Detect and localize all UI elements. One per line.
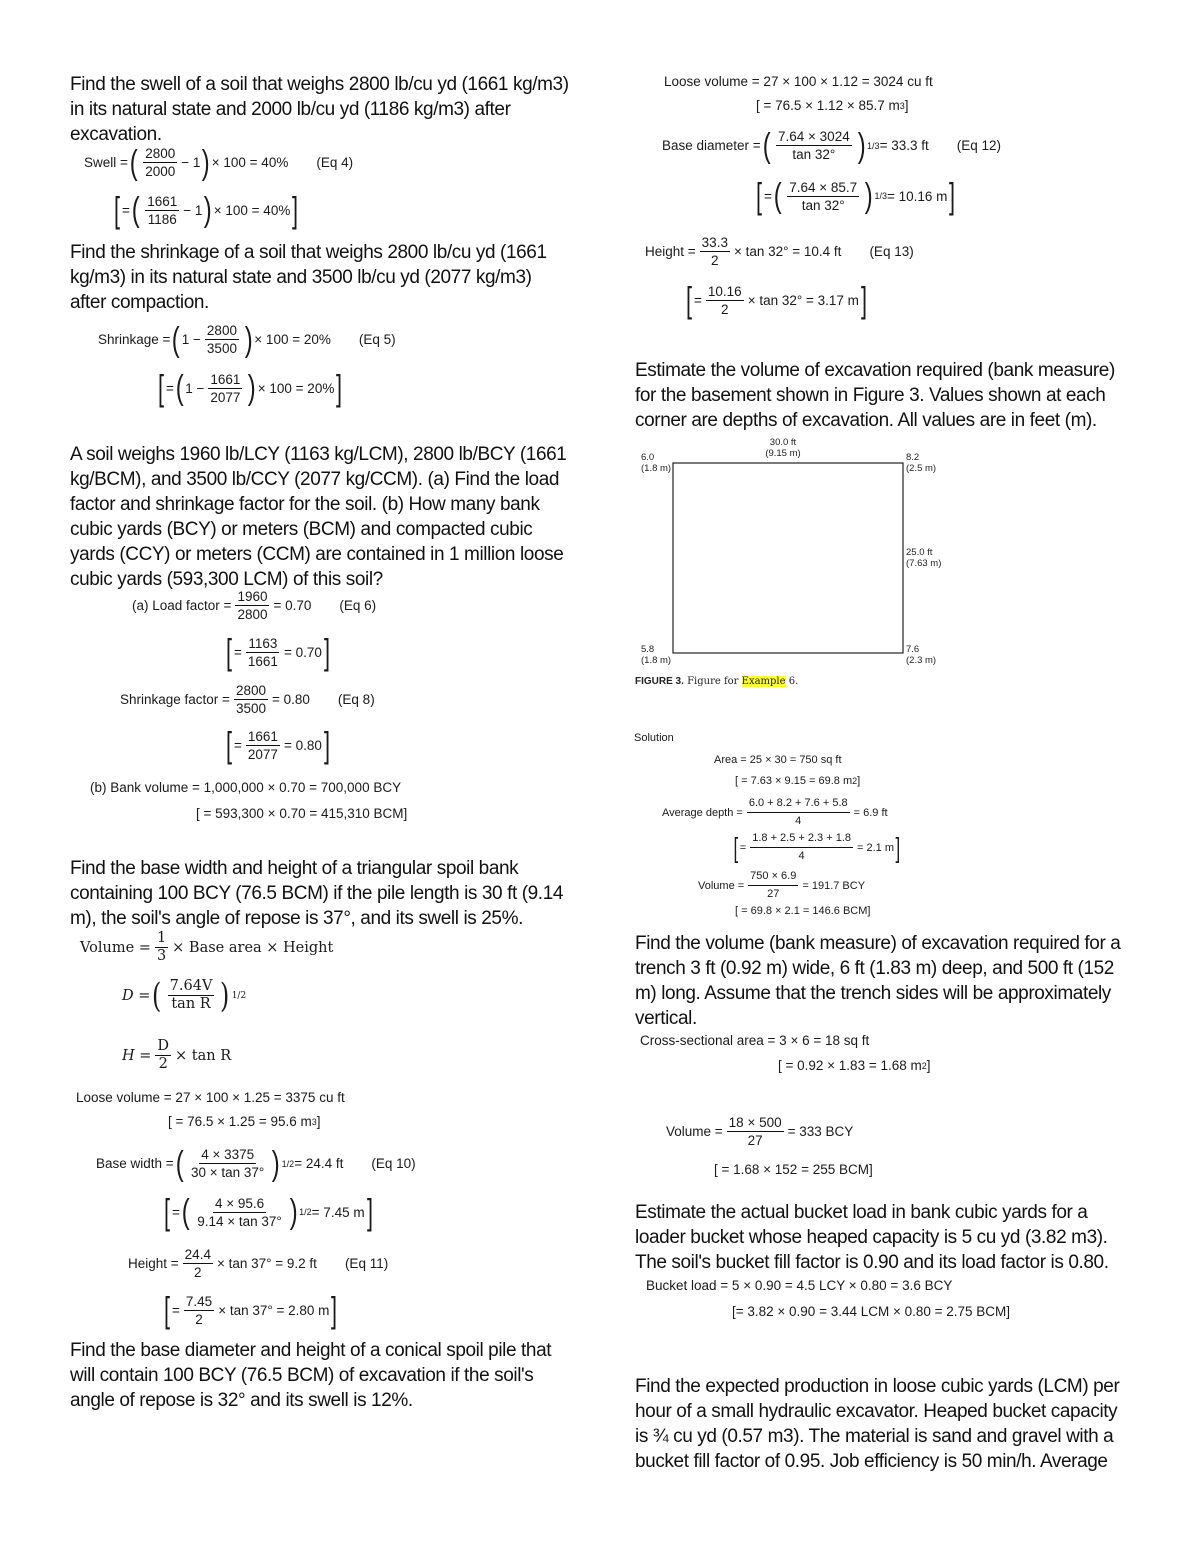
eq4-swell: Swell = ( $\frac{2800}{2000}$ − 1 ) × 100 = 40% (Eq 4): [84, 143, 354, 182]
eq-loose-volume-2: Loose volume = 27 × 100 × 1.12 = 3024 cu ft: [664, 74, 933, 89]
problem-bucket-load-text: Estimate the actual bucket load in bank cubic yards for a loader bucket whose heaped capacity is 5 cu yd (3.82 m3). The soil's bucket fill factor is 0.90 and its load factor is 0.80.: [635, 1202, 1109, 1273]
eq10-metric: [ = ( $\frac{4 \times 95.6}{9.14 \times \tan 37^\circ}$ ) 1/2 = 7.45 m ]: [164, 1191, 373, 1232]
eq-loose-volume: Loose volume = 27 × 100 × 1.25 = 3375 cu ft: [76, 1090, 345, 1105]
problem-basement-text: Estimate the volume of excavation required (bank measure) for the basement shown in Figure 3. Values shown at each corner are depths of excavation. All values are in feet (m).: [635, 360, 1115, 431]
problem-triangular-spoil-text: Find the base width and height of a triangular spoil bank containing 100 BCY (76.5 BCM) if the pile length is 30 ft (9.14 m), the soil's angle of repose is 37°, and its swell is 25%.: [70, 858, 564, 929]
sol-average-depth-metric: [ = $\frac{1.8 + 2.5 + 2.3 + 1.8}{4}$ = 2.1 m ]: [733, 831, 901, 863]
sol-volume: Volume = $\frac{750 \times 6.9}{27}$ = 191.7 BCY: [698, 870, 866, 900]
eq-trench-volume-metric: [ = 1.68 × 152 = 255 BCM]: [714, 1162, 873, 1177]
figure-right-dimension: 25.0 ft (7.63 m): [906, 547, 942, 569]
eq-bank-volume: (b) Bank volume = 1,000,000 × 0.70 = 700,000 BCY: [90, 780, 402, 795]
sol-area-metric: [ = 7.63 × 9.15 = 69.8 m 2 ]: [735, 775, 861, 787]
eq11-metric: [ = $\frac{7.45}{2}$ × tan 37° = 2.80 m ]: [164, 1289, 338, 1330]
formula-diameter: D = ( $\frac{7.64V}{\text{tan R}}$ ) 1/2: [122, 975, 247, 1016]
sol-average-depth: Average depth = $\frac{6.0 + 8.2 + 7.6 + 5.8}{4}$ = 6.9 ft: [662, 797, 888, 827]
problem-swell-text: Find the swell of a soil that weighs 2800 lb/cu yd (1661 kg/m3) in its natural state and 2000 lb/cu yd (1186 kg/m3) after excavation.: [70, 74, 569, 145]
eq8-shrinkage-factor: Shrinkage factor = $\frac{2800}{3500}$ = 0.80 (Eq 8): [120, 683, 375, 716]
sol-area: Area = 25 × 30 = 750 sq ft: [714, 754, 842, 766]
problem-load-factor-text: A soil weighs 1960 lb/LCY (1163 kg/LCM), 2800 lb/BCY (1661 kg/BCM), and 3500 lb/CCY (2077 kg/CCM). (a) Find the load factor and shrinkage factor for the soil. (b) How many bank cubic yards (BCY) or meters (BCM) and compacted cubic yards (CCY) or meters (CCM) are contained in 1 million loose cubic yards (593,300 LCM) of this soil?: [70, 444, 567, 590]
eq11-height: Height = $\frac{24.4}{2}$ × tan 37° = 9.2 ft (Eq 11): [128, 1247, 389, 1280]
eq12-metric: [ = ( $\frac{7.64 \times 85.7}{\tan 32^\circ}$ ) 1/3 = 10.16 m ]: [756, 175, 956, 216]
eq12-base-diameter: Base diameter = ( $\frac{7.64 \times 3024}{\tan 32^\circ}$ ) 1/3 = 33.3 ft (Eq 12): [662, 126, 1002, 165]
eq10-base-width: Base width = ( $\frac{4 \times 3375}{30 \times \tan 37^\circ}$ ) 1/2 = 24.4 ft (Eq 10): [96, 1144, 416, 1183]
eq13-metric: [ = $\frac{10.16}{2}$ × tan 32° = 3.17 m ]: [686, 279, 867, 320]
figure-top-dimension: 30.0 ft (9.15 m): [765, 437, 801, 459]
figure-corner-br: 7.6 (2.3 m): [906, 644, 937, 666]
problem-conical-spoil-text: Find the base diameter and height of a conical spoil pile that will contain 100 BCY (76.5 BCM) of excavation if the soil's angle of repose is 32° and its swell is 12%.: [70, 1340, 552, 1411]
figure-corner-tr: 8.2 (2.5 m): [906, 452, 937, 474]
figure-caption: FIGURE 3. Figure for Example 6.: [635, 676, 799, 687]
solution-label: Solution: [634, 732, 674, 744]
eq-loose-volume-metric: [ = 76.5 × 1.25 = 95.6 m 3 ]: [168, 1114, 321, 1129]
eq-loose-volume-2-metric: [ = 76.5 × 1.12 × 85.7 m 3 ]: [756, 98, 909, 113]
eq5-shrinkage: Shrinkage = ( 1 − $\frac{2800}{3500}$ ) × 100 = 20% (Eq 5): [98, 320, 396, 359]
eq-bank-volume-metric: [ = 593,300 × 0.70 = 415,310 BCM]: [196, 806, 408, 821]
eq-bucket-load-metric: [= 3.82 × 0.90 = 3.44 LCM × 0.80 = 2.75 BCM]: [732, 1304, 1011, 1319]
basement-outline: [673, 463, 903, 653]
eq-cross-section: Cross-sectional area = 3 × 6 = 18 sq ft: [640, 1033, 870, 1048]
eq6-metric: [ = $\frac{1163}{1661}$ = 0.70 ]: [226, 631, 330, 672]
eq13-height: Height = $\frac{33.3}{2}$ × tan 32° = 10.4 ft (Eq 13): [645, 235, 914, 268]
formula-height: H = $\frac{D}{2}$ × tan R: [122, 1038, 232, 1072]
eq8-metric: [ = $\frac{1661}{2077}$ = 0.80 ]: [226, 724, 330, 765]
figure-corner-tl: 6.0 (1.8 m): [641, 452, 672, 474]
eq-cross-section-metric: [ = 0.92 × 1.83 = 1.68 m 2 ]: [778, 1058, 931, 1073]
sol-volume-metric: [ = 69.8 × 2.1 = 146.6 BCM]: [735, 905, 871, 917]
figure-corner-bl: 5.8 (1.8 m): [641, 644, 672, 666]
problem-shrinkage-text: Find the shrinkage of a soil that weighs 2800 lb/cu yd (1661 kg/m3) in its natural state and 3500 lb/cu yd (2077 kg/m3) after compaction.: [70, 242, 547, 313]
problem-trench-text: Find the volume (bank measure) of excavation required for a trench 3 ft (0.92 m) wide, 6 ft (1.83 m) deep, and 500 ft (152 m) long. Assume that the trench sides will be approximately vertical.: [635, 933, 1121, 1029]
problem-excavator-text: Find the expected production in loose cubic yards (LCM) per hour of a small hydraulic excavator. Heaped bucket capacity is ¾ cu yd (0.57 m3). The material is sand and gravel with a bucket fill factor of 0.95. Job efficiency is 50 min/h. Average: [635, 1376, 1120, 1472]
eq-trench-volume: Volume = $\frac{18 \times 500}{27}$ = 333 BCY: [666, 1115, 854, 1148]
eq-bucket-load: Bucket load = 5 × 0.90 = 4.5 LCY × 0.80 = 3.6 BCY: [646, 1278, 953, 1293]
eq6-load-factor: (a) Load factor = $\frac{1960}{2800}$ = 0.70 (Eq 6): [132, 589, 377, 622]
eq4-metric: [ = ( $\frac{1661}{1186}$ − 1 ) × 100 = 40% ]: [114, 189, 299, 230]
formula-volume: Volume = $\frac{1}{3}$ × Base area × Height: [80, 930, 334, 964]
eq5-metric: [ = ( 1 − $\frac{1661}{2077}$ ) × 100 = 20% ]: [158, 367, 343, 408]
